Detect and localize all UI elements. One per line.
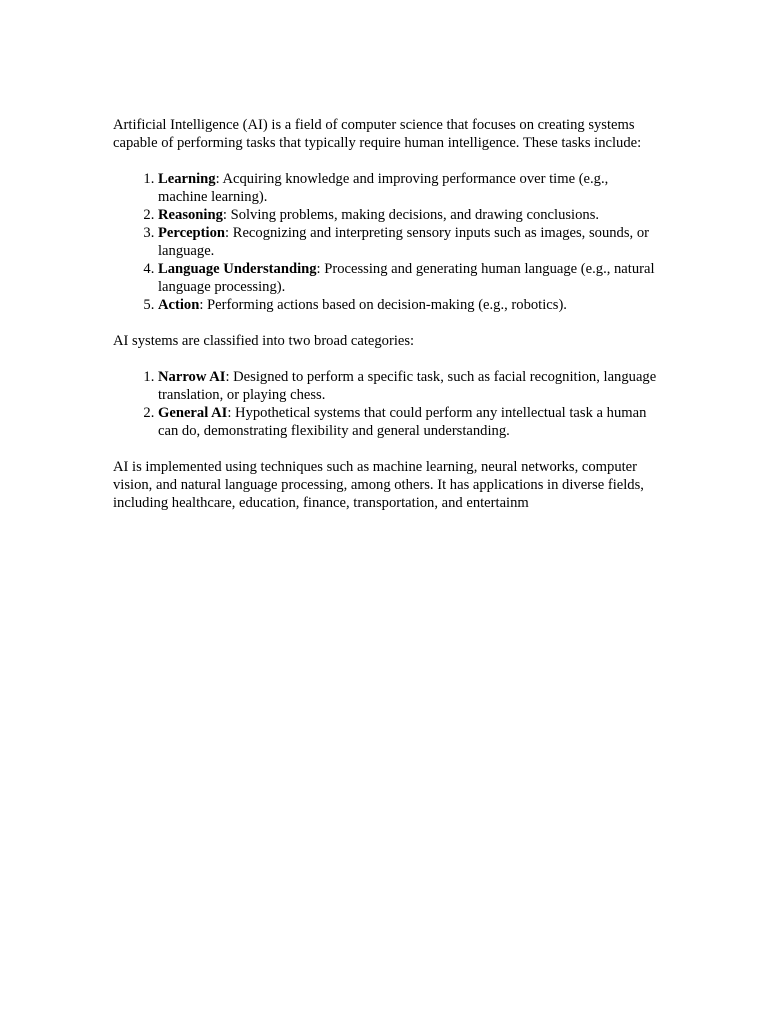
document-body [113,116,659,530]
list-item [158,296,659,314]
list-item [158,260,659,296]
list-item-term: Learning [158,171,216,187]
list-item-term: Reasoning [158,207,223,223]
list-item [158,404,659,440]
list-item-term: Perception [158,225,226,241]
tasks-list [113,170,659,314]
list-item-term: Narrow AI [158,369,226,385]
closing-paragraph: AI is implemented using techniques such as machine learning, neural networks, computer vision, and natural language processing, among others. It has applications in diverse fields, including healthcare, education, finance, transportation, and entertainm [113,459,644,511]
list-item [158,224,659,260]
list-item-description: : Hypothetical systems that could perform any intellectual task a human can do, demonstrating flexibility and general understanding. [158,405,647,439]
list-item-term: General AI [158,405,228,421]
categories-list [113,368,659,440]
list-item-description: : Acquiring knowledge and improving performance over time (e.g., machine learning). [158,171,609,205]
list-item-description: : Designed to perform a specific task, such as facial recognition, language translation, or playing chess. [158,369,657,403]
list-item-term: Action [158,297,200,313]
list-item-description: : Solving problems, making decisions, and drawing conclusions. [222,207,600,223]
categories-intro-paragraph: AI systems are classified into two broad categories: [113,333,415,349]
list-item [158,170,659,206]
list-item [158,368,659,404]
list-item [158,206,659,224]
list-item-description: : Performing actions based on decision-making (e.g., robotics). [199,297,567,313]
intro-paragraph: Artificial Intelligence (AI) is a field of computer science that focuses on creating systems capable of performing tasks that typically require human intelligence. These tasks include: [113,117,642,151]
list-item-term: Language Understanding [158,261,317,277]
list-item-description: : Recognizing and interpreting sensory inputs such as images, sounds, or language. [158,225,649,259]
list-item-description: : Processing and generating human language (e.g., natural language processing). [158,261,655,295]
